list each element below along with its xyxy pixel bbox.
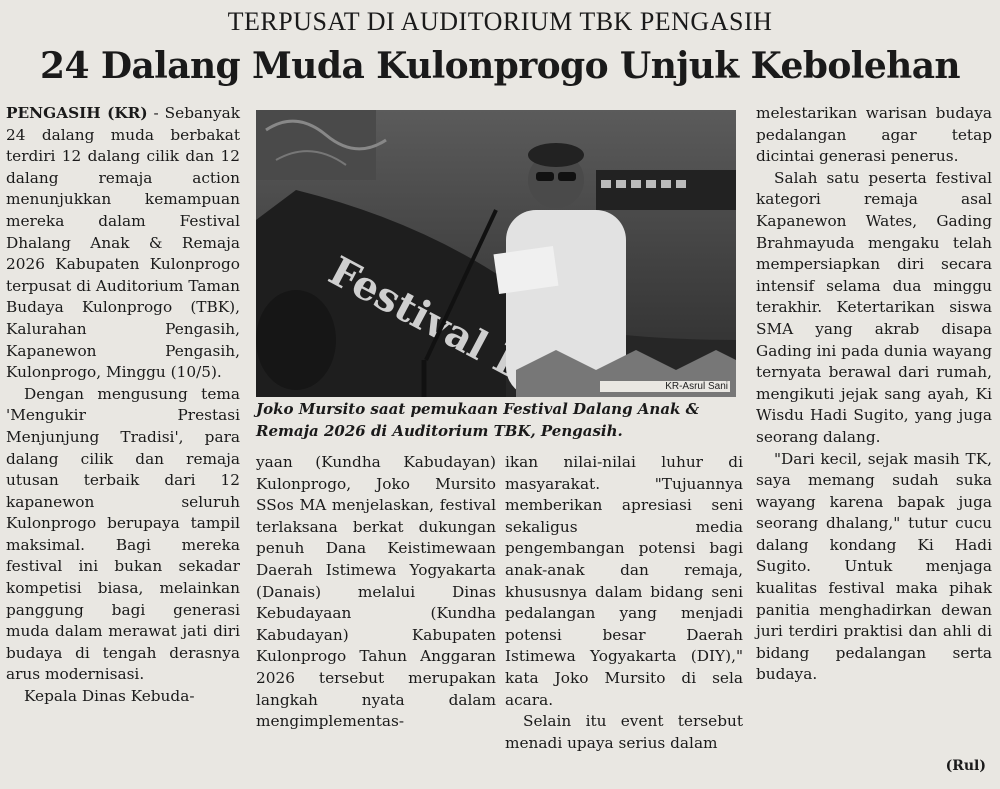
article-column-4 bbox=[756, 103, 992, 686]
paragraph: "Dari kecil, sejak masih TK, saya memang sudah suka wayang karena bapak juga seorang dhalang," tutur cucu dalang kondang Ki Hadi Sugito. Untuk menjaga kualitas festival maka pihak panitia menghadirkan dewan juri terdiri praktisi dan ahli di bidang pedalangan serta budaya. bbox=[756, 449, 992, 684]
banner-text: Festival bbox=[321, 247, 496, 370]
photo-credit: KR-Asrul Sani bbox=[600, 381, 730, 392]
dateline: PENGASIH (KR) bbox=[6, 104, 148, 122]
paragraph: ikan nilai-nilai luhur di masyarakat. "Tujuannya memberikan apresiasi seni sekaligus media pengembangan potensi bagi anak-anak dan remaja, khususnya dalam bidang seni pedalangan yang menjadi potensi besar Daerah Istimewa Yogyakarta (DIY)," kata Joko Mursito di sela acara. bbox=[505, 453, 743, 709]
paragraph-lead bbox=[6, 103, 240, 384]
article-column-2 bbox=[256, 452, 496, 733]
paragraph: melestarikan warisan budaya pedalangan agar tetap dicintai generasi penerus. bbox=[756, 104, 992, 166]
article-kicker: TERPUSAT DI AUDITORIUM TBK PENGASIH bbox=[227, 7, 773, 36]
author-byline: (Rul) bbox=[945, 758, 986, 774]
photo-illustration bbox=[256, 110, 736, 397]
article-headline: 24 Dalang Muda Kulonprogo Unjuk Kebolehan bbox=[40, 45, 960, 87]
article-column-3 bbox=[505, 452, 743, 754]
paragraph: yaan (Kundha Kabudayan) Kulonprogo, Joko Mursito SSos MA menjelaskan, festival terlaksana berkat dukungan penuh Dana Keistimewaan Daerah Istimewa Yogyakarta (Danais) melalui Dinas Kebudayaan (Kundha Kabudayan) Kabupaten Kulonprogo Tahun Anggaran 2026 tersebut merupakan langkah nyata dalam mengimplementas- bbox=[256, 453, 496, 731]
paragraph: Dengan mengusung tema 'Mengukir Prestasi Menjunjung Tradisi', para dalang cilik dan remaja utusan terbaik dari 12 kapanewon seluruh Kulonprogo berupaya tampil maksimal. Bagi mereka festival ini bukan sekadar kompetisi biasa, melainkan panggung bagi generasi muda dalam merawat jati diri budaya di tengah derasnya arus modernisasi. bbox=[6, 384, 240, 684]
photo-caption: Joko Mursito saat pemukaan Festival Dalang Anak & Remaja 2026 di Auditorium TBK, Pengasih. bbox=[256, 400, 700, 440]
article-photo bbox=[256, 110, 736, 397]
paragraph: Kepala Dinas Kebuda- bbox=[24, 687, 195, 706]
paragraph: Selain itu event tersebut menadi upaya serius dalam bbox=[505, 712, 743, 752]
article-column-1 bbox=[6, 103, 240, 708]
paragraph: Salah satu peserta festival kategori remaja asal Kapanewon Wates, Gading Brahmayuda mengaku telah mempersiapkan diri secara intensif selama dua minggu terakhir. Ketertarikan siswa SMA yang akrab disapa Gading ini pada dunia wayang ternyata berawal dari rumah, mengikuti jejak sang ayah, Ki Wisdu Hadi Sugito, yang juga seorang dalang. bbox=[756, 168, 992, 446]
lead-text: - Sebanyak 24 dalang muda berbakat terdiri 12 dalang cilik dan 12 dalang remaja action menunjukkan kemampuan mereka dalam Festival Dhalang Anak & Remaja 2026 Kabupaten Kulonprogo terpusat di Auditorium Taman Budaya Kulonprogo (TBK), Kalurahan Pengasih, Kapanewon Pengasih, Kulonprogo, Minggu (10/5). bbox=[6, 104, 240, 382]
